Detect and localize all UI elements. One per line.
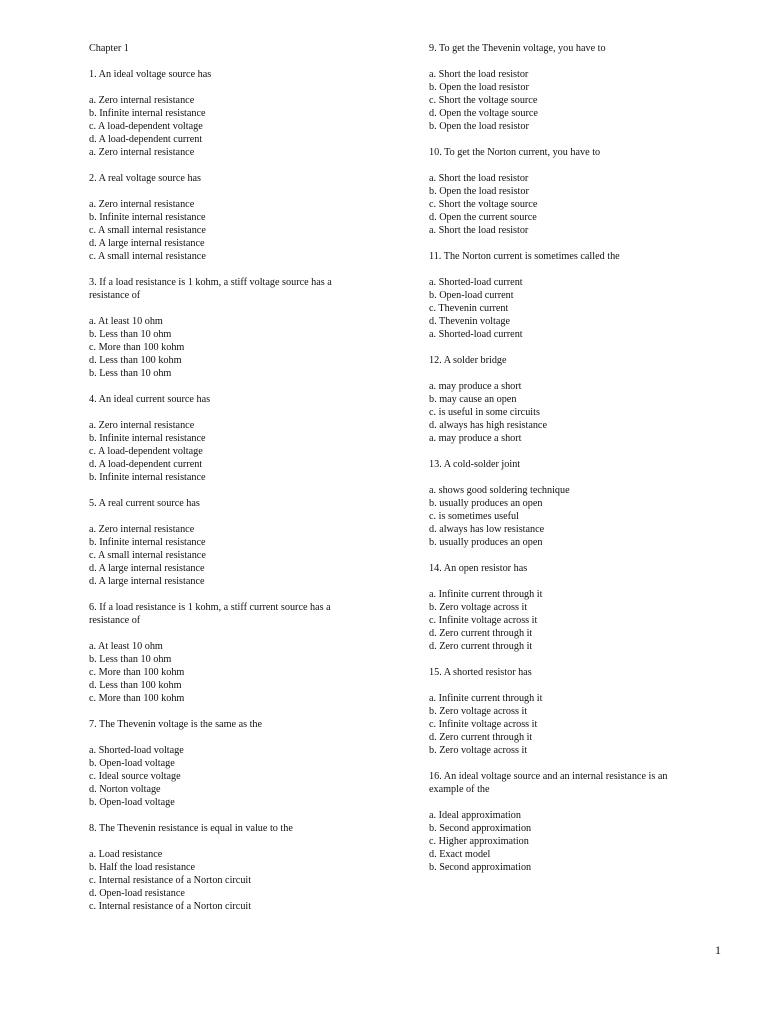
option: d. Less than 100 kohm (89, 355, 182, 366)
question-text-cont: resistance of (89, 290, 141, 301)
option: a. Zero internal resistance (89, 524, 195, 535)
answer: a. Short the load resistor (429, 225, 529, 236)
option: b. Open the load resistor (429, 82, 529, 93)
answer: b. Open the load resistor (429, 121, 529, 132)
question-4 (89, 393, 389, 484)
option: a. Short the load resistor (429, 69, 529, 80)
option: b. Infinite internal resistance (89, 433, 206, 444)
option: b. Half the load resistance (89, 862, 196, 873)
option: c. Infinite voltage across it (429, 615, 538, 626)
answer: b. Zero voltage across it (429, 745, 528, 756)
question-12 (429, 354, 729, 445)
option: a. At least 10 ohm (89, 316, 163, 327)
question-11 (429, 250, 729, 341)
option: a. Shorted-load current (429, 277, 523, 288)
question-14 (429, 562, 729, 653)
question-8 (89, 822, 389, 913)
question-16 (429, 770, 729, 874)
option: a. shows good soldering technique (429, 485, 570, 496)
option: d. Zero current through it (429, 732, 533, 743)
option: c. is useful in some circuits (429, 407, 540, 418)
option: c. A load-dependent voltage (89, 446, 203, 457)
option: c. Thevenin current (429, 303, 509, 314)
option: a. Infinite current through it (429, 693, 543, 704)
question-text: 9. To get the Thevenin voltage, you have to (429, 43, 606, 54)
option: b. Less than 10 ohm (89, 329, 172, 340)
answer: d. Zero current through it (429, 641, 533, 652)
question-text: 8. The Thevenin resistance is equal in value to the (89, 823, 293, 834)
option: c. Higher approximation (429, 836, 529, 847)
option: a. Zero internal resistance (89, 420, 195, 431)
option: d. Norton voltage (89, 784, 161, 795)
option: d. Open-load resistance (89, 888, 185, 899)
question-text: 10. To get the Norton current, you have to (429, 147, 601, 158)
option: c. Infinite voltage across it (429, 719, 538, 730)
question-text: 13. A cold-solder joint (429, 459, 521, 470)
option: b. Open-load current (429, 290, 514, 301)
option: d. always has high resistance (429, 420, 547, 431)
question-7 (89, 718, 389, 809)
question-text-cont: resistance of (89, 615, 141, 626)
question-13 (429, 458, 729, 549)
option: b. Second approximation (429, 823, 532, 834)
answer: d. A large internal resistance (89, 576, 205, 587)
question-1 (89, 68, 389, 159)
question-text: 2. A real voltage source has (89, 173, 202, 184)
question-10 (429, 146, 729, 237)
option: a. Zero internal resistance (89, 95, 195, 106)
option: c. is sometimes useful (429, 511, 519, 522)
option: a. Shorted-load voltage (89, 745, 184, 756)
question-text: 1. An ideal voltage source has (89, 69, 212, 80)
option: d. Open the current source (429, 212, 537, 223)
option: a. Infinite current through it (429, 589, 543, 600)
option: d. Zero current through it (429, 628, 533, 639)
question-text: 6. If a load resistance is 1 kohm, a stiff current source has a (89, 602, 331, 613)
option: d. Exact model (429, 849, 491, 860)
question-text: 16. An ideal voltage source and an internal resistance is an (429, 771, 668, 782)
question-15 (429, 666, 729, 757)
question-text: 14. An open resistor has (429, 563, 528, 574)
option: c. Internal resistance of a Norton circuit (89, 875, 252, 886)
answer: b. Open-load voltage (89, 797, 175, 808)
page-number: 1 (715, 943, 721, 957)
option: a. may produce a short (429, 381, 522, 392)
answer: a. Zero internal resistance (89, 147, 195, 158)
option: b. usually produces an open (429, 498, 543, 509)
option: a. Load resistance (89, 849, 163, 860)
answer: c. Internal resistance of a Norton circuit (89, 901, 252, 912)
answer: b. Second approximation (429, 862, 532, 873)
option: d. Open the voltage source (429, 108, 538, 119)
option: b. Open-load voltage (89, 758, 175, 769)
question-text: 5. A real current source has (89, 498, 200, 509)
option: d. A load-dependent current (89, 459, 203, 470)
option: d. A load-dependent current (89, 134, 203, 145)
option: d. always has low resistance (429, 524, 545, 535)
right-column (429, 42, 729, 874)
answer: c. More than 100 kohm (89, 693, 185, 704)
question-text: 7. The Thevenin voltage is the same as the (89, 719, 263, 730)
option: b. may cause an open (429, 394, 517, 405)
option: a. At least 10 ohm (89, 641, 163, 652)
option: a. Short the load resistor (429, 173, 529, 184)
option: a. Zero internal resistance (89, 199, 195, 210)
chapter-title: Chapter 1 (89, 43, 129, 54)
question-text: 3. If a load resistance is 1 kohm, a stiff voltage source has a (89, 277, 332, 288)
option: d. A large internal resistance (89, 563, 205, 574)
answer: b. Infinite internal resistance (89, 472, 206, 483)
option: b. Infinite internal resistance (89, 537, 206, 548)
answer: b. Less than 10 ohm (89, 368, 172, 379)
option: c. A load-dependent voltage (89, 121, 203, 132)
question-text-cont: example of the (429, 784, 490, 795)
option: c. Ideal source voltage (89, 771, 181, 782)
option: c. Short the voltage source (429, 199, 538, 210)
question-text: 4. An ideal current source has (89, 394, 211, 405)
option: c. More than 100 kohm (89, 342, 185, 353)
option: d. Thevenin voltage (429, 316, 511, 327)
question-5 (89, 497, 389, 588)
option: c. More than 100 kohm (89, 667, 185, 678)
question-9 (429, 42, 729, 133)
option: b. Infinite internal resistance (89, 108, 206, 119)
option: b. Infinite internal resistance (89, 212, 206, 223)
question-3 (89, 276, 389, 380)
answer: c. A small internal resistance (89, 251, 206, 262)
question-text: 11. The Norton current is sometimes called the (429, 251, 620, 262)
option: b. Less than 10 ohm (89, 654, 172, 665)
question-6 (89, 601, 389, 705)
option: c. Short the voltage source (429, 95, 538, 106)
option: c. A small internal resistance (89, 225, 206, 236)
option: c. A small internal resistance (89, 550, 206, 561)
option: d. A large internal resistance (89, 238, 205, 249)
option: b. Zero voltage across it (429, 602, 528, 613)
question-text: 15. A shorted resistor has (429, 667, 532, 678)
answer: a. may produce a short (429, 433, 522, 444)
option: b. Zero voltage across it (429, 706, 528, 717)
answer: b. usually produces an open (429, 537, 543, 548)
option: d. Less than 100 kohm (89, 680, 182, 691)
left-column (89, 42, 389, 913)
option: a. Ideal approximation (429, 810, 521, 821)
option: b. Open the load resistor (429, 186, 529, 197)
answer: a. Shorted-load current (429, 329, 523, 340)
question-text: 12. A solder bridge (429, 355, 507, 366)
question-2 (89, 172, 389, 263)
